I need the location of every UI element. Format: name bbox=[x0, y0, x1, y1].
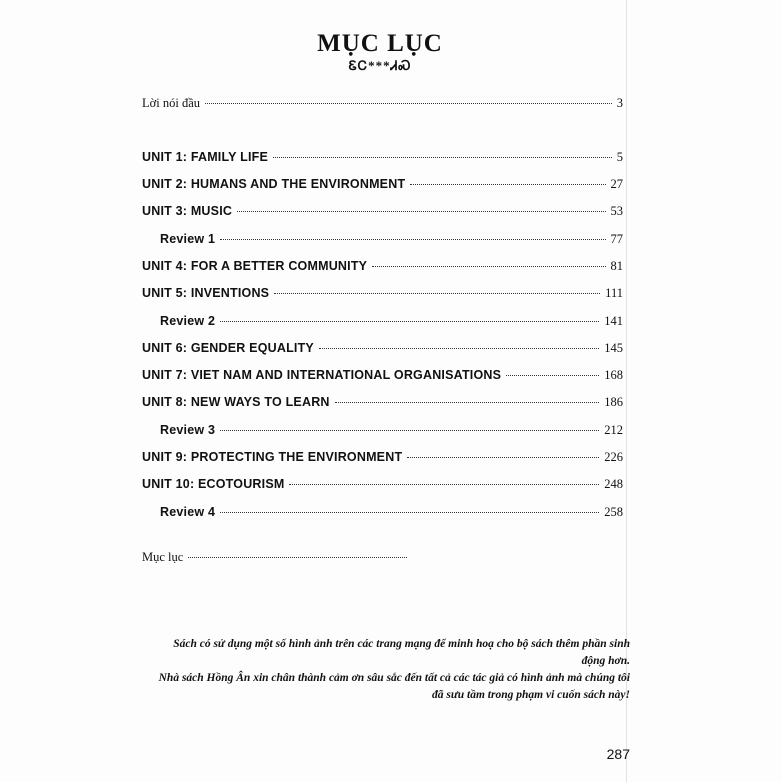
toc-entry-contents bbox=[142, 550, 412, 568]
toc-entry-label: Lời nói đầu bbox=[142, 96, 200, 110]
toc-entry-label: UNIT 2: HUMANS AND THE ENVIRONMENT bbox=[142, 177, 406, 191]
dot-leader bbox=[274, 293, 600, 294]
toc-entry-page: 258 bbox=[604, 505, 623, 519]
toc-entry-unit-7 bbox=[142, 368, 623, 386]
toc-entry-review-1 bbox=[160, 232, 623, 250]
dot-leader bbox=[407, 457, 599, 458]
dot-leader bbox=[372, 266, 605, 267]
dot-leader bbox=[220, 239, 605, 240]
dot-leader bbox=[335, 402, 600, 403]
toc-entry-unit-5 bbox=[142, 286, 623, 304]
toc-entry-label: UNIT 7: VIET NAM AND INTERNATIONAL ORGANISATIONS bbox=[142, 368, 502, 382]
dot-leader bbox=[319, 348, 599, 349]
toc-entry-page: 248 bbox=[604, 477, 623, 491]
toc-entry-label: Review 3 bbox=[160, 423, 216, 437]
toc-entry-page: 111 bbox=[605, 286, 623, 300]
toc-entry-unit-3 bbox=[142, 204, 623, 222]
toc-entry-label: Review 4 bbox=[160, 505, 216, 519]
toc-entry-page: 186 bbox=[604, 395, 623, 409]
toc-entry-page: 27 bbox=[610, 177, 623, 191]
toc-entry-label: UNIT 4: FOR A BETTER COMMUNITY bbox=[142, 259, 368, 273]
toc-entry-label: UNIT 3: MUSIC bbox=[142, 204, 233, 218]
dot-leader bbox=[188, 557, 407, 558]
toc-entry-label: UNIT 8: NEW WAYS TO LEARN bbox=[142, 395, 330, 409]
toc-entry-page: 81 bbox=[610, 259, 623, 273]
dot-leader bbox=[289, 484, 599, 485]
acknowledgement-notes bbox=[150, 636, 630, 704]
page-title: MỤC LỤC bbox=[317, 30, 443, 57]
toc-entry-page: 3 bbox=[616, 96, 623, 110]
toc-entry-unit-10 bbox=[142, 477, 623, 495]
title-ornament: ᏋᏟ***ᏗᏍ bbox=[348, 58, 412, 73]
toc-entry-page: 226 bbox=[604, 450, 623, 464]
toc-entry-label: UNIT 1: FAMILY LIFE bbox=[142, 150, 269, 164]
toc-entry-unit-6 bbox=[142, 341, 623, 359]
toc-entry-label: Mục lục bbox=[142, 550, 184, 564]
toc-entry-label: Review 2 bbox=[160, 314, 216, 328]
note-line: Nhà sách Hồng Ân xin chân thành cảm ơn sâu sắc đến tất cả các tác giả có hình ảnh mà chúng tôi bbox=[158, 672, 630, 684]
dot-leader bbox=[410, 184, 605, 185]
toc-entry-unit-8 bbox=[142, 395, 623, 413]
toc-entry-unit-1 bbox=[142, 150, 623, 168]
toc-entry-unit-2 bbox=[142, 177, 623, 195]
toc-entry-page: 145 bbox=[604, 341, 623, 355]
toc-entry-page: 141 bbox=[604, 314, 623, 328]
dot-leader bbox=[205, 103, 612, 104]
dot-leader bbox=[506, 375, 599, 376]
note-line: đã sưu tầm trong phạm vi cuốn sách này! bbox=[432, 689, 630, 701]
toc-entry-label: Review 1 bbox=[160, 232, 216, 246]
toc-entry-review-2 bbox=[160, 314, 623, 332]
toc-entry-label: UNIT 6: GENDER EQUALITY bbox=[142, 341, 314, 355]
toc-entry-label: UNIT 9: PROTECTING THE ENVIRONMENT bbox=[142, 450, 403, 464]
toc-entry-unit-9 bbox=[142, 450, 623, 468]
toc-entry-label: UNIT 5: INVENTIONS bbox=[142, 286, 270, 300]
toc-entry-preface bbox=[142, 96, 623, 114]
toc-entry-review-3 bbox=[160, 423, 623, 441]
toc-entry-page: 77 bbox=[610, 232, 623, 246]
page-number: 287 bbox=[606, 746, 630, 762]
toc-entry-page: 53 bbox=[610, 204, 623, 218]
dot-leader bbox=[220, 321, 599, 322]
dot-leader bbox=[237, 211, 605, 212]
toc-entry-page: 168 bbox=[604, 368, 623, 382]
dot-leader bbox=[220, 430, 599, 431]
dot-leader bbox=[220, 512, 599, 513]
toc-entry-review-4 bbox=[160, 505, 623, 523]
toc-entry-page: 212 bbox=[604, 423, 623, 437]
toc-entry-label: UNIT 10: ECOTOURISM bbox=[142, 477, 285, 491]
dot-leader bbox=[273, 157, 612, 158]
note-line: Sách có sử dụng một số hình ảnh trên các trang mạng để minh hoạ cho bộ sách thêm phần sinh động hơn. bbox=[173, 638, 630, 667]
toc-entry-unit-4 bbox=[142, 259, 623, 277]
toc-entry-page: 5 bbox=[616, 150, 623, 164]
